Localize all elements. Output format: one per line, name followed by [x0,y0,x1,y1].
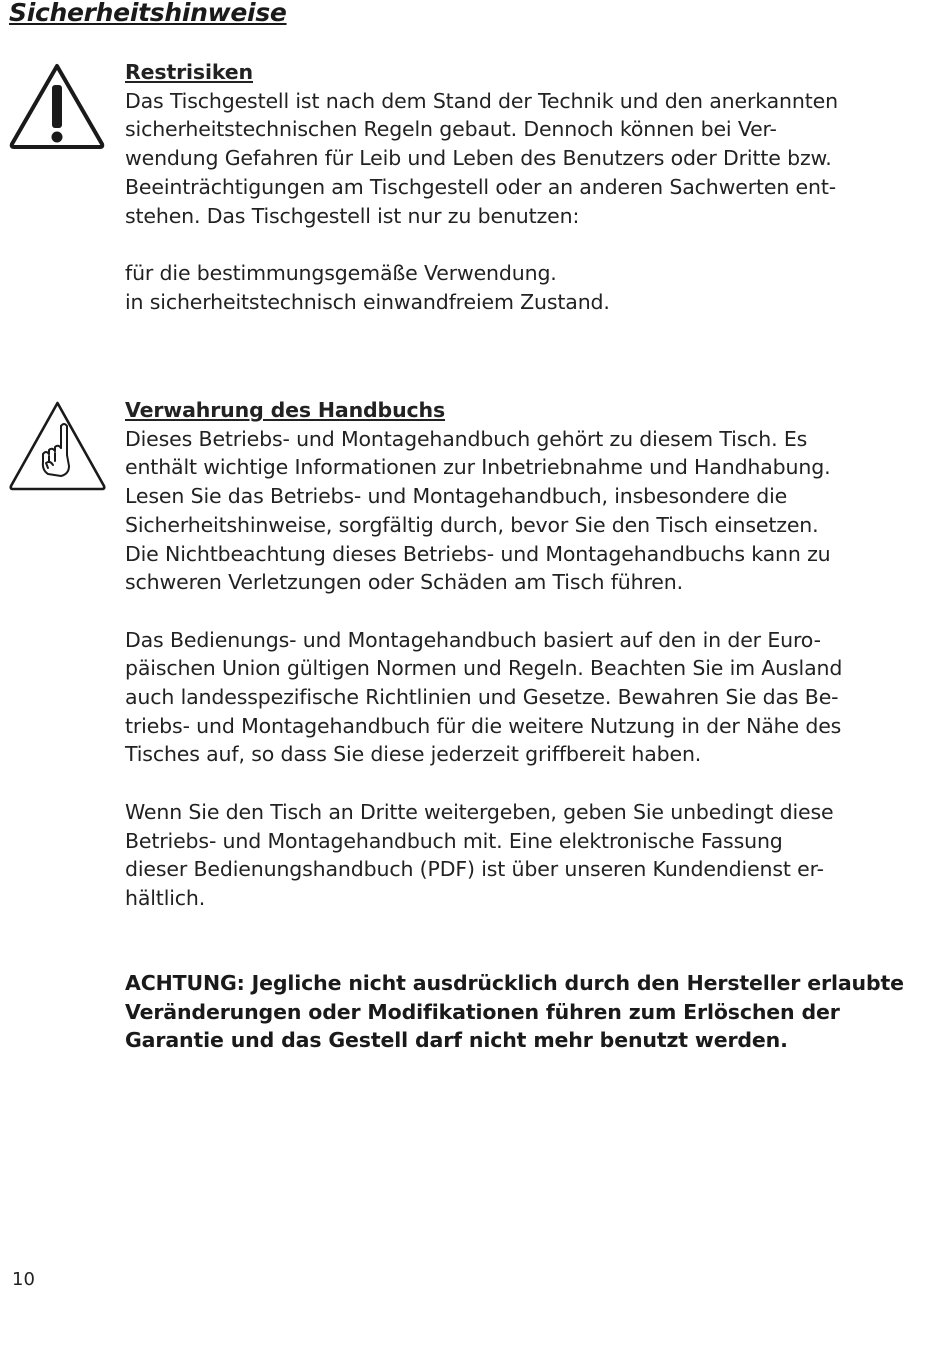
restrisiken-condition-1: für die bestimmungsgemäße Verwendung. [125,260,557,285]
verwahrung-block [125,396,915,913]
page-number: 10 [12,1269,35,1290]
verwahrung-p1-line-5: Die Nichtbeachtung dieses Betriebs- und Montagehandbuchs kann zu [125,541,831,566]
restrisiken-line-4: Beeinträchtigungen am Tischgestell oder an anderen Sachwerten ent- [125,174,836,199]
verwahrung-p1-line-3: Lesen Sie das Betriebs- und Montagehandbuch, insbesondere die [125,484,788,509]
achtung-line-1: ACHTUNG: Jegliche nicht ausdrücklich durch den Hersteller erlaubte [125,971,904,995]
restrisiken-line-2: sicherheitstechnischen Regeln gebaut. Dennoch können bei Ver- [125,117,777,142]
verwahrung-p2-line-3: auch landesspezifische Richtlinien und Gesetze. Bewahren Sie das Be- [125,685,839,710]
verwahrung-p1-line-4: Sicherheitshinweise, sorgfältig durch, bevor Sie den Tisch einsetzen. [125,512,819,537]
verwahrung-p1-line-1: Dieses Betriebs- und Montagehandbuch gehört zu diesem Tisch. Es [125,426,808,451]
verwahrung-p1-line-6: schweren Verletzungen oder Schäden am Tisch führen. [125,570,683,595]
achtung-line-3: Garantie und das Gestell darf nicht mehr benutzt werden. [125,1028,788,1053]
restrisiken-heading: Restrisiken [125,60,253,84]
restrisiken-condition-2: in sicherheitstechnisch einwandfreiem Zustand. [125,289,610,314]
verwahrung-p2-line-2: päischen Union gültigen Normen und Regeln. Beachten Sie im Ausland [125,656,843,681]
verwahrung-p2-line-1: Das Bedienungs- und Montagehandbuch basiert auf den in der Euro- [125,627,821,652]
verwahrung-p2-line-4: triebs- und Montagehandbuch für die weitere Nutzung in der Nähe des [125,713,842,738]
verwahrung-p1-line-2: enthält wichtige Informationen zur Inbetriebnahme und Handhabung. [125,455,831,480]
restrisiken-line-3: wendung Gefahren für Leib und Leben des Benutzers oder Dritte bzw. [125,146,832,171]
page-title: Sicherheitshinweise [9,0,287,27]
verwahrung-p3-line-2: Betriebs- und Montagehandbuch mit. Eine elektronische Fassung [125,828,783,853]
verwahrung-p3-line-4: hältlich. [125,885,206,910]
restrisiken-block [125,58,915,316]
pointing-hand-triangle-icon [6,398,109,493]
achtung-line-2: Veränderungen oder Modifikationen führen zum Erlöschen der [125,999,840,1024]
verwahrung-p3-line-3: dieser Bedienungshandbuch (PDF) ist über unseren Kundendienst er- [125,857,824,882]
verwahrung-p2-line-5: Tisches auf, so dass Sie diese jederzeit griffbereit haben. [125,742,702,767]
exclamation-warning-triangle-icon [7,61,107,151]
restrisiken-line-1: Das Tischgestell ist nach dem Stand der Technik und den anerkannten [125,88,838,113]
verwahrung-p3-line-1: Wenn Sie den Tisch an Dritte weitergeben, geben Sie unbedingt diese [125,799,834,824]
verwahrung-heading: Verwahrung des Handbuchs [125,398,446,422]
restrisiken-line-5: stehen. Das Tischgestell ist nur zu benutzen: [125,203,580,228]
achtung-notice [125,969,915,1055]
